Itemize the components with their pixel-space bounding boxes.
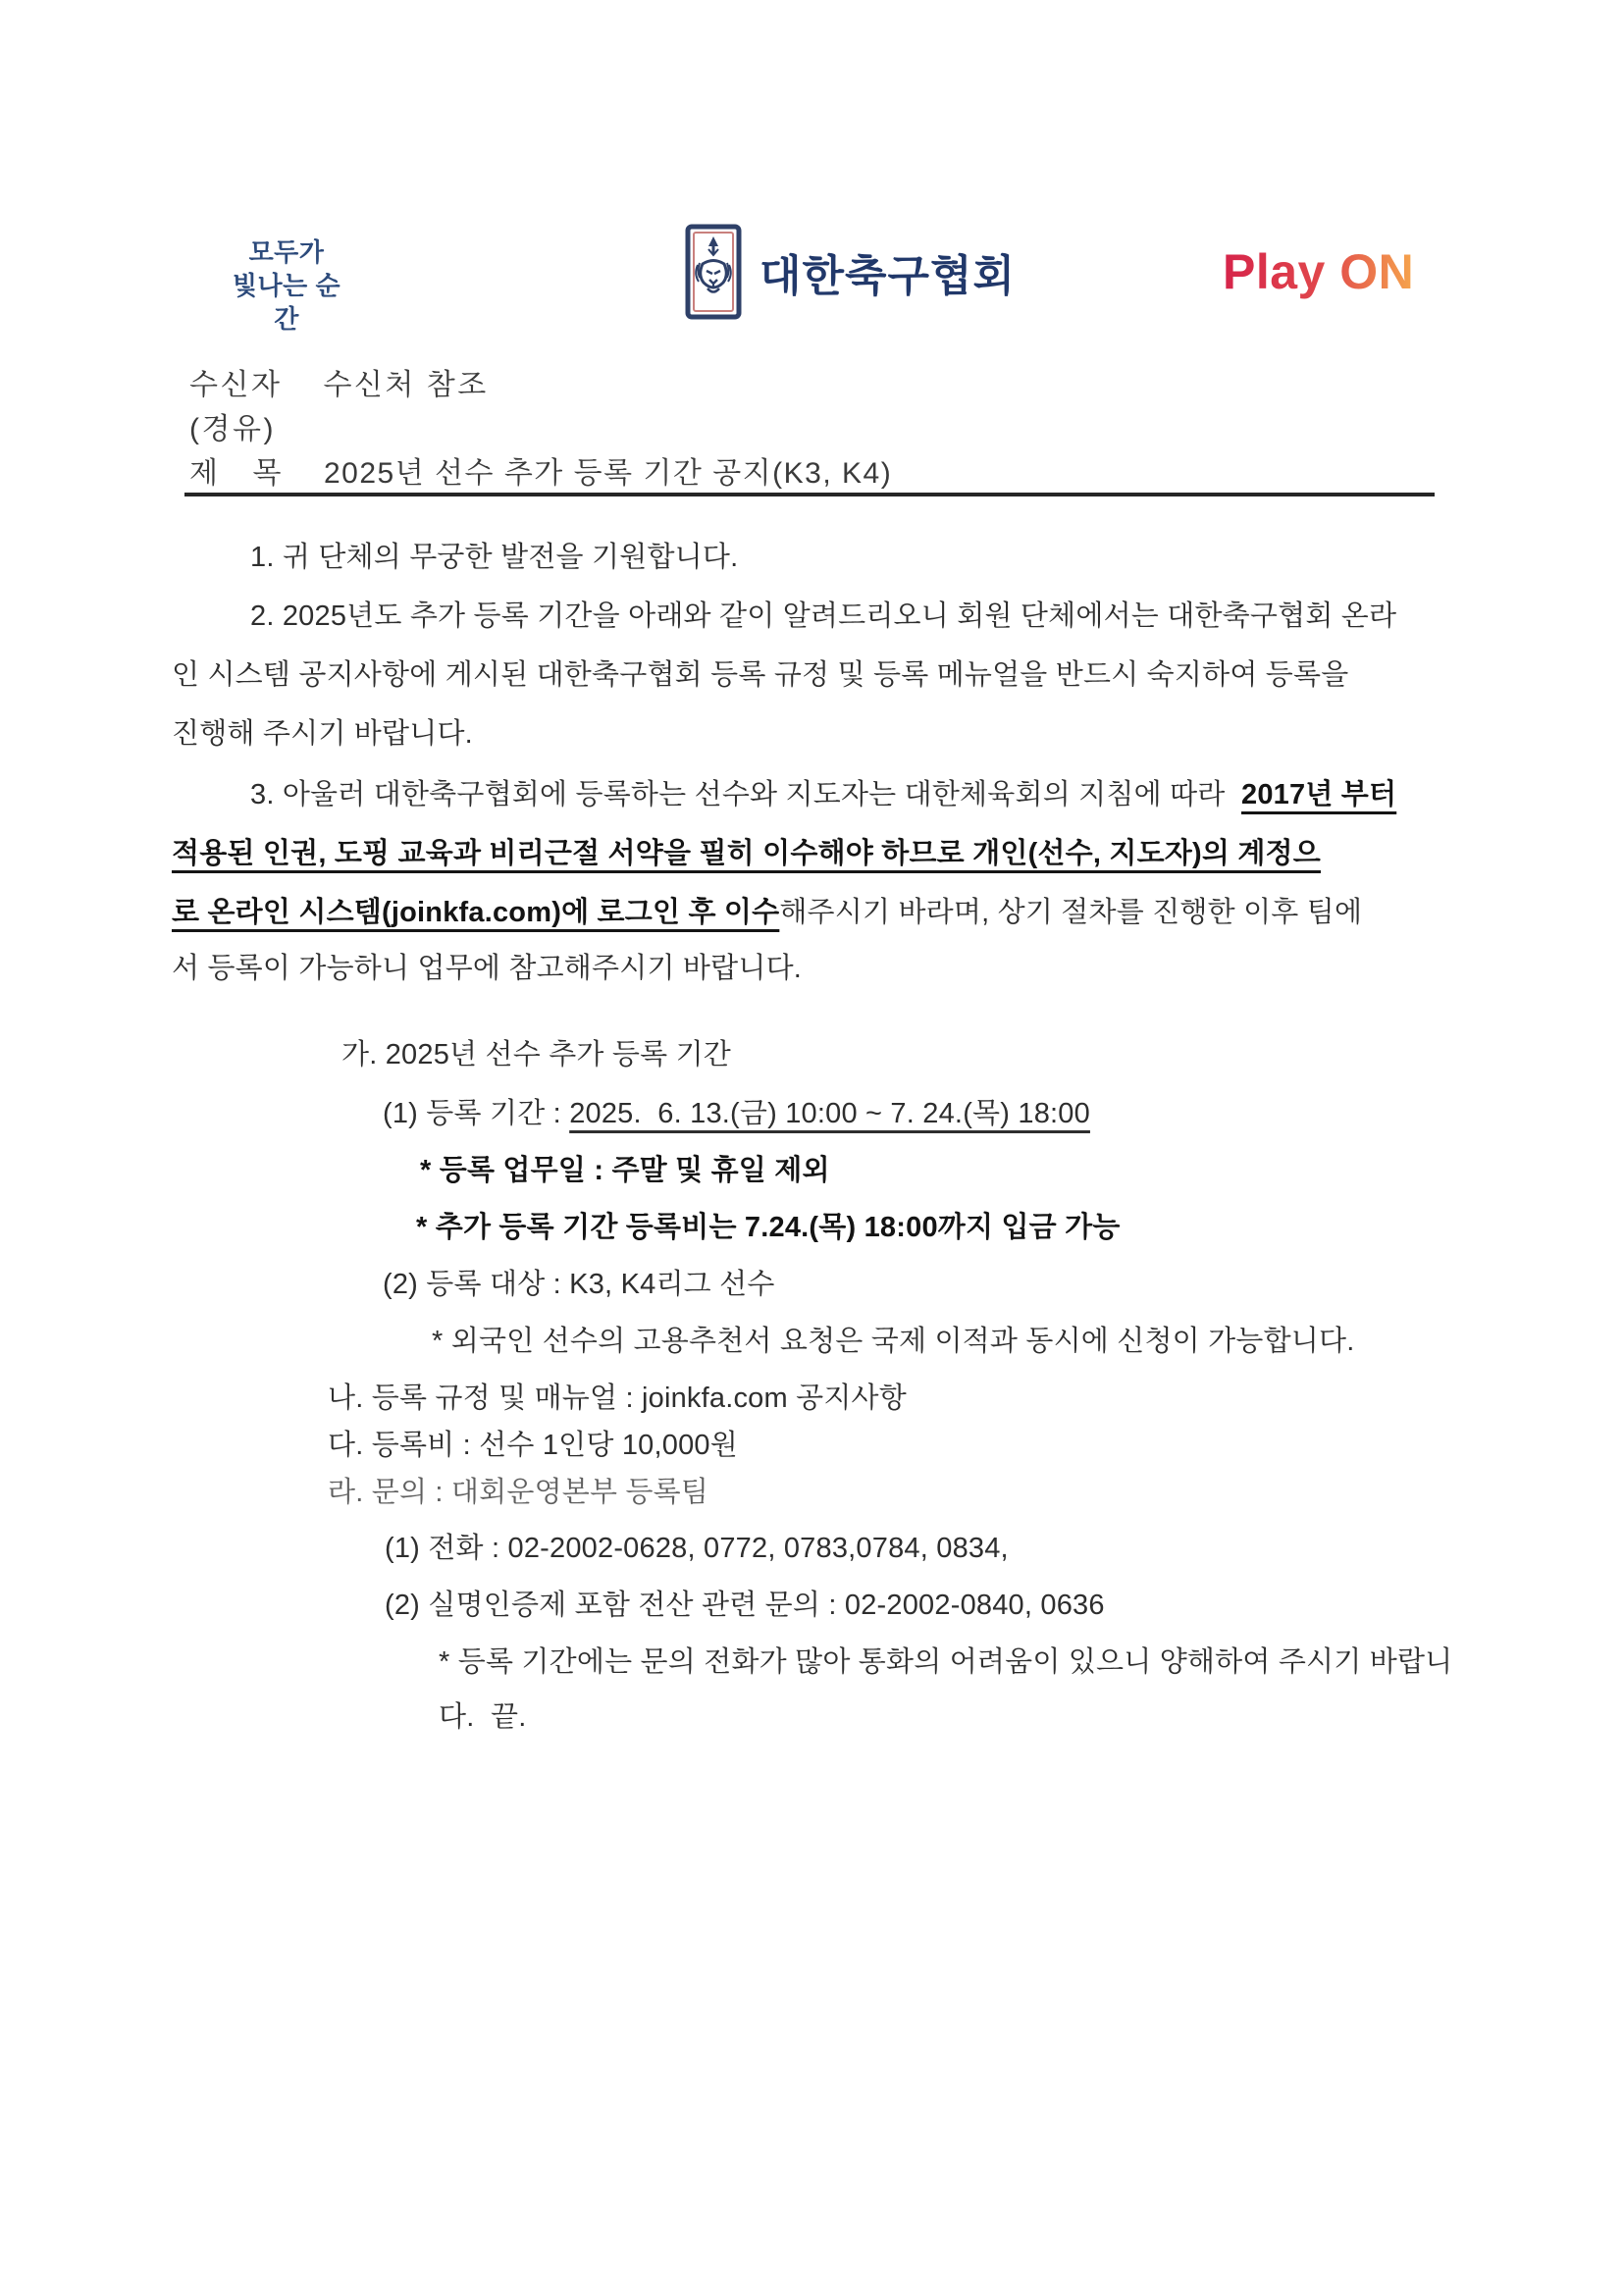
doc-line [172,893,1362,932]
doc-line [385,1586,1105,1625]
doc-text-segment: 1. 귀 단체의 무궁한 발전을 기원합니다. [250,542,739,573]
doc-text-segment: 2. 2025년도 추가 등록 기간을 아래와 같이 알려드리오니 회원 단체에서는 대한축구협회 온라 [250,600,1397,632]
doc-text-segment: 가. 2025년 선수 추가 등록 기간 [341,1039,731,1070]
doc-text-segment: (2) 등록 대상 : K3, K4리그 선수 [383,1269,775,1300]
doc-line [328,1473,708,1512]
doc-text-segment: 나. 등록 규정 및 매뉴얼 : joinkfa.com 공지사항 [328,1383,907,1414]
doc-line [172,714,473,754]
doc-line [250,597,1396,636]
doc-text-segment: 적용된 인권, 도핑 교육과 비리근절 서약을 필히 이수해야 하므로 개인(선수, 지도자)의 계정으 [172,838,1321,869]
doc-text-segment: 3. 아울러 대한축구협회에 등록하는 선수와 지도자는 대한체육회의 지침에 따라 [250,779,1242,810]
doc-text-segment: (2) 실명인증제 포함 전산 관련 문의 : 02-2002-0840, 0636 [385,1590,1105,1621]
doc-text-segment: * 외국인 선수의 고용추천서 요청은 국제 이적과 동시에 신청이 가능합니다. [432,1326,1355,1357]
doc-text-segment: * 추가 등록 기간 등록비는 7.24.(목) 18:00까지 입금 가능 [416,1212,1121,1243]
doc-line [172,655,1348,695]
doc-line [250,538,738,577]
doc-line [439,1643,1452,1682]
doc-line [383,1094,1090,1133]
doc-text-segment: (1) 등록 기간 : [383,1098,570,1129]
recipient-value: 수신처 참조 [323,369,489,401]
via-line: (경유) [189,413,276,445]
doc-text-segment: 해주시기 바라며, 상기 절차를 진행한 이후 팀에 [779,897,1363,928]
org-name: 대한축구협회 [759,252,1017,300]
play-on-logo: Play ON [1223,244,1415,299]
doc-line [439,1697,526,1737]
doc-line [172,949,802,988]
doc-line [385,1529,1009,1568]
subject-value: 2025년 선수 추가 등록 기간 공지(K3, K4) [323,457,893,490]
doc-line [172,834,1321,873]
doc-text-segment: 라. 문의 : 대회운영본부 등록팀 [328,1477,709,1508]
recipient-label: 수신자 [189,369,283,401]
doc-line [420,1151,830,1190]
doc-text-segment: 다. 끝. [439,1701,527,1733]
doc-text-segment: 2025. 6. 13.(금) 10:00 ~ 7. 24.(목) 18:00 [569,1098,1090,1129]
doc-text-segment: * 등록 기간에는 문의 전화가 많아 통화의 어려움이 있으니 양해하여 주시기 바랍니 [439,1646,1453,1678]
doc-line [341,1035,731,1074]
doc-text-segment: 다. 등록비 : 선수 1인당 10,000원 [328,1430,738,1461]
doc-text-segment: 서 등록이 가능하니 업무에 참고해주시기 바랍니다. [172,953,803,984]
doc-line [328,1426,738,1465]
doc-line [432,1322,1354,1361]
doc-text-segment: * 등록 업무일 : 주말 및 휴일 제외 [420,1155,830,1186]
doc-text-segment: 진행해 주시기 바랍니다. [172,718,473,750]
doc-text-segment: 2017년 부터 [1241,779,1397,810]
subject-line: 제 목 2025년 선수 추가 등록 기간 공지(K3, K4) [189,457,893,490]
doc-text-segment: (1) 전화 : 02-2002-0628, 0772, 0783,0784, 0834, [385,1533,1009,1564]
doc-text-segment: 로 온라인 시스템(joinkfa.com)에 로그인 후 이수 [172,897,780,928]
doc-text-segment: 인 시스템 공지사항에 게시된 대한축구협회 등록 규정 및 등록 메뉴얼을 반드시 숙지하여 등록을 [172,659,1349,691]
doc-line [416,1208,1121,1247]
doc-line [328,1379,907,1418]
doc-line [250,775,1396,814]
subject-label: 제 [189,457,220,490]
doc-line [383,1265,775,1304]
slogan-line-1: 모두가 [248,237,325,267]
slogan-line-2: 빛나는 순간 [232,271,341,334]
